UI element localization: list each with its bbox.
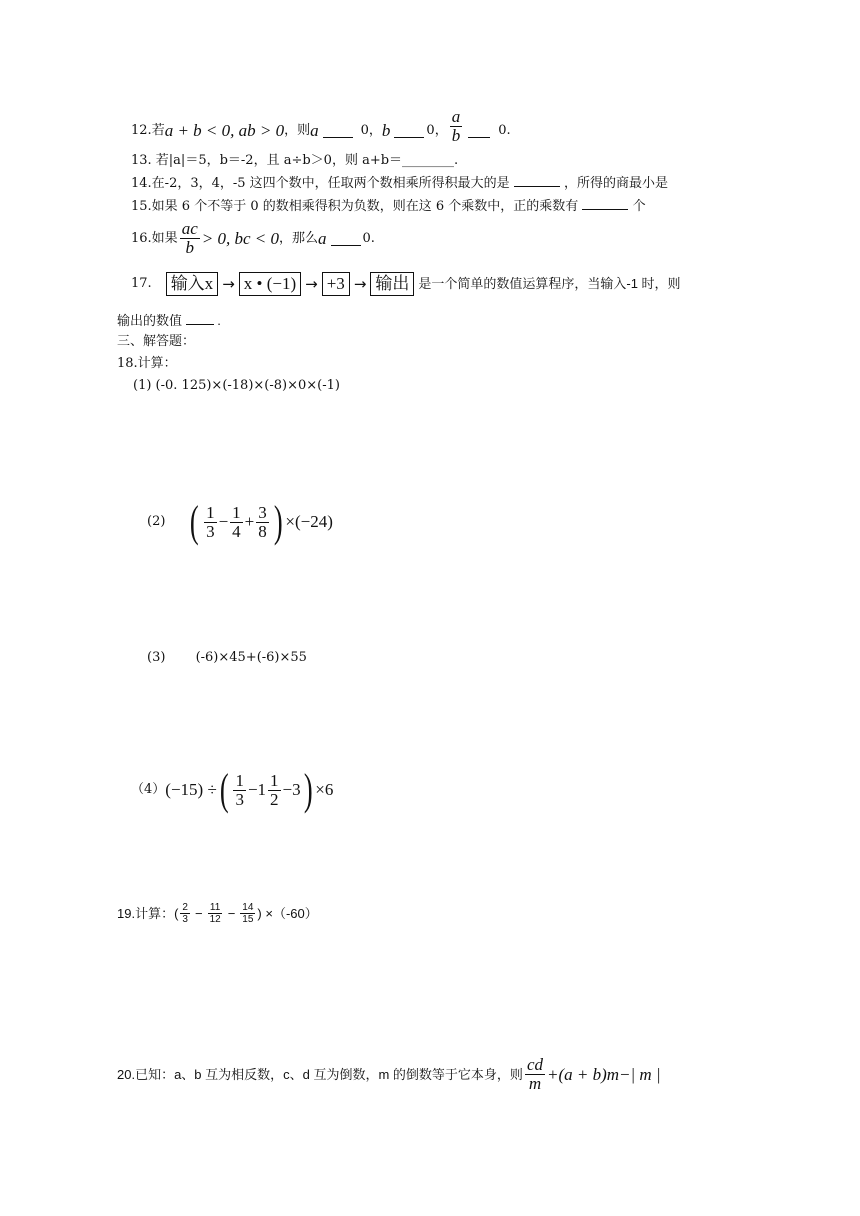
q16-prefix: 16.如果	[131, 230, 178, 246]
arrow-icon: →	[222, 275, 235, 293]
question-15	[131, 195, 646, 217]
q18-part4-tail: ×6	[315, 780, 334, 799]
q12-fraction	[450, 108, 463, 145]
question-18-title	[117, 354, 177, 374]
q18-part2-label: (2)	[147, 514, 166, 529]
q17-text-2: 输出的数值	[117, 313, 183, 328]
q20-tail: +(a + b)m−| m |	[546, 1064, 661, 1084]
q20-frac-den: m	[528, 1074, 542, 1093]
q15-blank[interactable]	[582, 195, 628, 210]
q18-p2-frac-2	[230, 504, 243, 541]
frac-den: 2	[270, 789, 279, 809]
q17-description: 是一个简单的数值运算程序，当输入-1 时，则	[418, 276, 681, 291]
q16-end: 0.	[362, 230, 375, 246]
frac-den: 12	[209, 914, 221, 925]
arrow-icon: →	[305, 275, 318, 293]
left-paren: (	[219, 765, 229, 814]
frac-num: 14	[242, 902, 254, 913]
q12-condition: a + b < 0, ab > 0	[164, 120, 285, 140]
right-paren: )	[273, 497, 283, 546]
question-18-part-3	[147, 648, 307, 668]
arrow-icon: →	[353, 275, 367, 293]
q12-number: 12.	[131, 122, 152, 138]
q17-blank[interactable]	[186, 310, 214, 325]
operator: −	[194, 905, 203, 921]
frac-den: 8	[258, 521, 267, 541]
q16-condition: > 0, bc < 0	[201, 228, 279, 248]
q13-text: 13. 若|a|＝5，b＝-2，且 a÷b＞0，则 a+b＝________.	[131, 153, 459, 168]
frac-num: 11	[209, 902, 221, 913]
frac-num: 1	[235, 770, 244, 790]
question-17	[131, 272, 681, 296]
q20-text: 20.已知：a、b 互为相反数，c、d 互为倒数，m 的倒数等于它本身，则	[117, 1066, 523, 1082]
flow-box-add: +3	[322, 272, 350, 296]
left-paren: (	[190, 497, 200, 546]
flow-box-multiply: x • (−1)	[239, 272, 301, 296]
q16-frac-den: b	[185, 238, 194, 257]
q19-frac-3	[240, 902, 255, 925]
q12-blank-2[interactable]	[394, 123, 424, 138]
question-18-part-2	[147, 497, 333, 546]
q19-prefix: 19.计算：(	[117, 905, 179, 921]
frac-den: 3	[182, 914, 188, 925]
q18-part1-expr: (1) (-0. 125)×(-18)×(-8)×0×(-1)	[133, 378, 340, 393]
frac-den: 15	[242, 914, 254, 925]
q18-p2-frac-1	[204, 504, 217, 541]
q12-var-b: b	[381, 120, 391, 140]
question-16	[131, 220, 375, 257]
q16-blank[interactable]	[331, 231, 361, 246]
q18-p4-frac-2	[268, 772, 281, 809]
q14-blank[interactable]	[514, 172, 560, 187]
q18-part2-tail: ×(−24)	[285, 512, 333, 531]
q12-text: ，则	[284, 122, 311, 138]
question-18-part-4	[131, 765, 334, 814]
frac-num: 1	[206, 502, 215, 522]
operator: −	[218, 512, 229, 531]
q17-number: 17.	[131, 276, 152, 291]
q16-text: ，那么	[278, 230, 318, 246]
q16-frac-num: ac	[181, 219, 198, 238]
q12-prefix: 若	[151, 122, 165, 138]
q12-text-2: 0，	[360, 122, 382, 138]
question-14	[131, 172, 668, 194]
q12-blank-3[interactable]	[468, 123, 490, 138]
q18-part4-head: (−15) ÷	[165, 780, 217, 799]
q19-frac-1	[180, 902, 190, 925]
q12-blank-1[interactable]	[323, 123, 353, 138]
question-20	[117, 1056, 661, 1093]
frac-num: 3	[258, 502, 267, 522]
operator: −3	[282, 780, 301, 799]
q14-text: 14.在-2，3，4，-5 这四个数中，任取两个数相乘所得积最大的是	[131, 176, 510, 191]
q16-fraction	[180, 220, 200, 257]
q12-frac-num: a	[451, 107, 461, 126]
q19-frac-2	[208, 902, 223, 925]
question-13	[131, 151, 458, 171]
q16-var-a: a	[318, 228, 327, 248]
question-18-part-1	[133, 376, 340, 396]
frac-num: 1	[232, 502, 241, 522]
flow-box-output: 输出	[370, 272, 414, 296]
q19-suffix: ) ×（-60）	[257, 905, 318, 921]
q17-end: .	[217, 313, 221, 328]
operator: −1	[247, 780, 267, 799]
q15-text: 15.如果 6 个不等于 0 的数相乘得积为负数，则在这 6 个乘数中，正的乘数有	[131, 199, 579, 214]
operator: +	[244, 512, 255, 531]
section-title	[117, 332, 195, 352]
frac-num: 1	[270, 770, 279, 790]
question-19	[117, 902, 318, 925]
q12-var-a: a	[310, 120, 319, 140]
q20-frac-num: cd	[526, 1055, 543, 1074]
frac-num: 2	[182, 902, 188, 913]
flow-box-input: 输入x	[166, 272, 219, 296]
q12-text-3: 0，	[426, 122, 448, 138]
question-12	[131, 107, 511, 149]
q18-title: 18.计算：	[117, 356, 177, 371]
q14-text-2: ，所得的商最小是	[563, 176, 668, 191]
question-17-line-2	[117, 310, 221, 331]
q18-part3-label: (3)	[147, 650, 166, 665]
q18-p2-frac-3	[256, 504, 269, 541]
q12-frac-den: b	[451, 126, 461, 145]
q18-p4-frac-1	[233, 772, 246, 809]
section-3-title: 三、解答题：	[117, 334, 196, 349]
frac-den: 3	[235, 789, 244, 809]
frac-den: 4	[232, 521, 241, 541]
q20-fraction	[525, 1056, 545, 1093]
operator: −	[227, 905, 236, 921]
q15-text-2: 个	[632, 199, 646, 214]
frac-den: 3	[206, 521, 215, 541]
right-paren: )	[303, 765, 313, 814]
q12-text-4: 0.	[498, 122, 511, 138]
q18-part4-label: （4）	[131, 782, 166, 797]
q18-part3-expr: (-6)×45+(-6)×55	[195, 650, 307, 665]
